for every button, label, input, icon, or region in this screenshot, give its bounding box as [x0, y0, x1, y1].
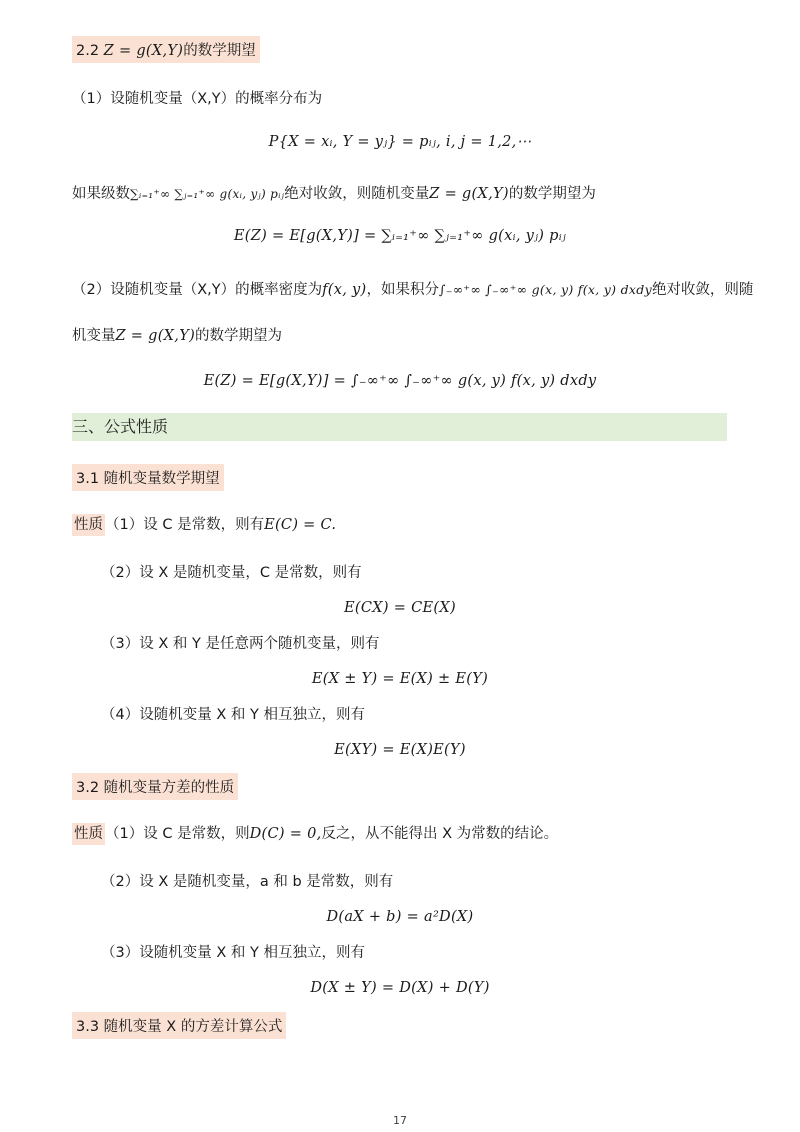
- variance-property-1: [72, 822, 558, 843]
- variance-property-2: （2）设 X 是随机变量，a 和 b 是常数，则有: [101, 874, 394, 890]
- formula-integral: ∫₋∞⁺∞ ∫₋∞⁺∞ g(x, y) f(x, y) dxdy: [439, 282, 652, 297]
- property-1: [72, 513, 336, 534]
- page-number: 17: [393, 1114, 407, 1127]
- formula-z: Z = g(X,Y): [429, 186, 509, 202]
- formula: E(C) = C.: [264, 517, 337, 533]
- text: （1）设 C 是常数，则有: [105, 517, 265, 533]
- formula-ecx: E(CX) = CE(X): [344, 600, 456, 616]
- paragraph-continuous-cont: [72, 324, 282, 345]
- paragraph-series: [72, 182, 596, 203]
- text: 绝对收敛，则随: [651, 282, 754, 298]
- heading-3-3: 3.3 随机变量 X 的方差计算公式: [72, 1012, 286, 1039]
- paragraph-continuous: [72, 278, 753, 299]
- text: 绝对收敛，则随机变量: [284, 186, 430, 202]
- formula-expectation-discrete: E(Z) = E[g(X,Y)] = ∑ᵢ₌₁⁺∞ ∑ⱼ₌₁⁺∞ g(xᵢ, yⱼ) pᵢⱼ: [233, 228, 567, 244]
- property-3: （3）设 X 和 Y 是任意两个随机变量，则有: [101, 636, 380, 652]
- formula: D(C) = 0,: [249, 826, 322, 842]
- property-2: （2）设 X 是随机变量，C 是常数，则有: [101, 565, 362, 581]
- text: 的数学期望为: [508, 186, 596, 202]
- heading-3-1: 3.1 随机变量数学期望: [72, 464, 224, 491]
- text: （1）设 C 是常数，则: [105, 826, 250, 842]
- paragraph-discrete: （1）设随机变量（X,Y）的概率分布为: [72, 91, 323, 107]
- property-label: 性质: [72, 823, 105, 845]
- text: 的数学期望为: [195, 328, 283, 344]
- formula-distribution: P{X = xᵢ, Y = yⱼ} = pᵢⱼ, i, j = 1,2,⋯: [268, 134, 532, 150]
- text: 反之，从不能得出 X 为常数的结论。: [321, 826, 559, 842]
- formula-expectation-continuous: E(Z) = E[g(X,Y)] = ∫₋∞⁺∞ ∫₋∞⁺∞ g(x, y) f(x, y) dxdy: [203, 373, 597, 389]
- heading-3-2: 3.2 随机变量方差的性质: [72, 773, 238, 800]
- property-label: 性质: [72, 514, 105, 536]
- section-heading-3: 三、公式性质: [72, 413, 727, 441]
- formula-density: f(x, y): [322, 282, 367, 298]
- formula-e-sum: E(X ± Y) = E(X) ± E(Y): [311, 671, 489, 687]
- property-4: （4）设随机变量 X 和 Y 相互独立，则有: [101, 707, 365, 723]
- text: ，如果积分: [366, 282, 439, 298]
- heading-2-2: [72, 36, 260, 63]
- formula-exy: E(XY) = E(X)E(Y): [334, 742, 466, 758]
- text: （2）设随机变量（X,Y）的概率密度为: [72, 282, 323, 298]
- heading-formula: Z = g(X,Y): [103, 43, 184, 59]
- formula-z: Z = g(X,Y): [115, 328, 196, 344]
- formula-d-sum: D(X ± Y) = D(X) + D(Y): [310, 980, 490, 996]
- variance-property-3: （3）设随机变量 X 和 Y 相互独立，则有: [101, 945, 365, 961]
- formula-series: ∑ᵢ₌₁⁺∞ ∑ⱼ₌₁⁺∞ g(xᵢ, yⱼ) pᵢⱼ: [130, 187, 285, 201]
- heading-text: 的数学期望: [183, 43, 256, 59]
- text: 如果级数: [72, 186, 130, 202]
- formula-dax: D(aX + b) = a²D(X): [326, 909, 474, 925]
- text: 机变量: [72, 328, 116, 344]
- heading-number: 2.2: [76, 43, 100, 59]
